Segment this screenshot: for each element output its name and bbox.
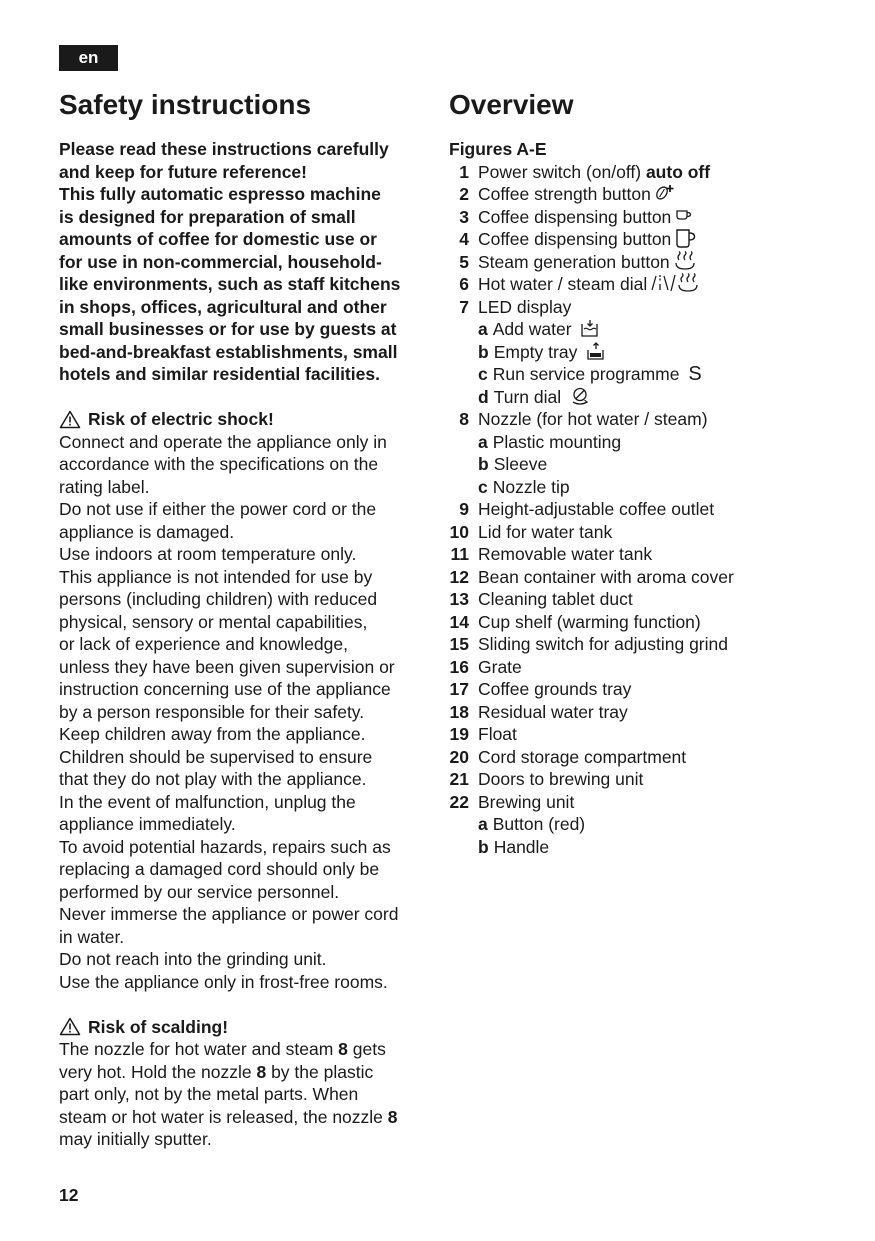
overview-item-5: 5 Steam generation button [449, 251, 849, 274]
scalding-title-text: Risk of scalding! [88, 1016, 229, 1037]
safety-intro [59, 138, 431, 386]
overview-item-21: 21 Doors to brewing unit [449, 769, 644, 789]
overview-item-22: 22 Brewing unit [449, 791, 575, 812]
service-s-symbol: S [688, 363, 702, 385]
electric-shock-title-text: Risk of electric shock! [88, 409, 274, 429]
overview-item-8: 8 Nozzle (for hot water / steam) [459, 409, 708, 429]
intro-line: Please read these instructions carefully [59, 139, 389, 159]
text-line: In the event of malfunction, unplug the [59, 791, 356, 812]
overview-item-16: 16 Grate [449, 656, 522, 677]
overview-subitem-7b: b Empty tray [449, 341, 849, 364]
overview-subitem-22b: b Handle [478, 836, 550, 857]
overview-item-4: 4 Coffee dispensing button [449, 228, 849, 251]
overview-subitem-8c: c Nozzle tip [478, 476, 570, 497]
text-line: very hot. Hold the nozzle 8 by the plastic [59, 1061, 374, 1082]
text-line: Use the appliance only in frost-free rooms. [59, 971, 388, 992]
page-number: 12 [59, 1185, 79, 1205]
overview-item-7: 7 LED display [459, 296, 572, 317]
overview-item-20: 20 Cord storage compartment [449, 746, 687, 767]
intro-line: This fully automatic espresso machine [59, 184, 381, 204]
overview-heading: Overview [449, 89, 574, 120]
overview-column [449, 138, 849, 858]
text-line: unless they have been given supervision or [59, 656, 395, 677]
add-water-tank-icon [580, 319, 600, 338]
overview-item-19: 19 Float [449, 724, 517, 744]
text-line: This appliance is not intended for use by [59, 566, 373, 587]
warning-triangle-icon [59, 410, 81, 429]
text-line: Keep children away from the appliance. [59, 724, 366, 744]
text-line: persons (including children) with reduced [59, 589, 378, 609]
overview-item-6: 6 Hot water / steam dial [449, 273, 849, 296]
overview-item-2: 2 Coffee strength button [449, 183, 849, 206]
steam-icon [674, 251, 696, 274]
text-line: To avoid potential hazards, repairs such as [59, 836, 391, 857]
intro-line: amounts of coffee for domestic use or [59, 229, 377, 249]
text-line: instruction concerning use of the appliance [59, 679, 391, 699]
overview-subitem-22a: a Button (red) [478, 814, 586, 834]
overview-subitem-7d: d Turn dial [449, 386, 849, 409]
text-line: performed by our service personnel. [59, 881, 340, 902]
text-line: Connect and operate the appliance only in [59, 431, 387, 452]
overview-item-13: 13 Cleaning tablet duct [449, 589, 633, 609]
text-line: part only, not by the metal parts. When [59, 1084, 359, 1104]
warning-triangle-icon [59, 1017, 81, 1036]
coffee-strength-bean-plus-icon [655, 183, 675, 206]
overview-subitem-8a: a Plastic mounting [478, 431, 622, 452]
text-line: in water. [59, 926, 125, 947]
large-cup-icon [675, 228, 697, 251]
figures-label: Figures A-E [449, 139, 547, 159]
text-line: appliance immediately. [59, 814, 236, 834]
safety-heading: Safety instructions [59, 89, 312, 120]
intro-line: like environments, such as staff kitchens [59, 274, 401, 294]
overview-subitem-7a: a Add water [449, 318, 849, 341]
text-line: Children should be supervised to ensure [59, 746, 373, 767]
text-line: rating label. [59, 476, 150, 497]
overview-subitem-8b: b Sleeve [478, 454, 548, 474]
overview-subitem-7c: c Run service programme S [478, 363, 702, 385]
overview-item-9: 9 Height-adjustable coffee outlet [459, 499, 715, 519]
hot-water-steam-dial-icon [651, 273, 705, 296]
text-line: Do not reach into the grinding unit. [59, 949, 327, 969]
overview-item-18: 18 Residual water tray [449, 701, 628, 722]
scalding-text [59, 1038, 431, 1151]
intro-line: for use in non-commercial, household- [59, 251, 382, 272]
text-line: may initially sputter. [59, 1129, 212, 1149]
overview-item-17: 17 Coffee grounds tray [449, 679, 632, 699]
small-cup-icon [675, 206, 693, 229]
electric-shock-text [59, 431, 431, 994]
language-tab: en [59, 45, 118, 71]
empty-tray-icon [586, 342, 606, 361]
text-line: accordance with the specifications on the [59, 454, 379, 474]
text-line: The nozzle for hot water and steam 8 gets [59, 1039, 386, 1059]
text-line: replacing a damaged cord should only be [59, 859, 380, 879]
intro-line: hotels and similar residential facilities. [59, 364, 380, 384]
text-line: appliance is damaged. [59, 521, 235, 542]
overview-item-1: 1 Power switch (on/off) auto off [459, 161, 711, 182]
intro-line: small businesses or for use by guests at [59, 319, 397, 339]
scalding-warning-title [59, 1016, 431, 1039]
overview-item-11: 11 Removable water tank [450, 544, 653, 564]
overview-item-15: 15 Sliding switch for adjusting grind [449, 634, 728, 654]
overview-item-12: 12 Bean container with aroma cover [449, 566, 734, 587]
safety-column [59, 138, 431, 1151]
text-line: or lack of experience and knowledge, [59, 634, 348, 654]
overview-item-3: 3 Coffee dispensing button [449, 206, 849, 229]
electric-shock-warning-title [59, 408, 431, 431]
text-line: Use indoors at room temperature only. [59, 544, 357, 564]
intro-line: in shops, offices, agricultural and other [59, 296, 387, 317]
overview-item-14: 14 Cup shelf (warming function) [449, 611, 701, 632]
intro-line: and keep for future reference! [59, 161, 307, 182]
text-line: physical, sensory or mental capabilities, [59, 611, 368, 632]
text-line: Do not use if either the power cord or the [59, 499, 377, 519]
text-line: Never immerse the appliance or power cord [59, 904, 399, 924]
intro-line: bed-and-breakfast establishments, small [59, 341, 398, 362]
text-line: by a person responsible for their safety. [59, 701, 365, 722]
intro-line: is designed for preparation of small [59, 206, 356, 227]
text-line: that they do not play with the appliance. [59, 769, 367, 789]
turn-dial-icon [570, 386, 590, 406]
text-line: steam or hot water is released, the nozzle 8 [59, 1106, 398, 1127]
overview-item-10: 10 Lid for water tank [449, 521, 613, 542]
